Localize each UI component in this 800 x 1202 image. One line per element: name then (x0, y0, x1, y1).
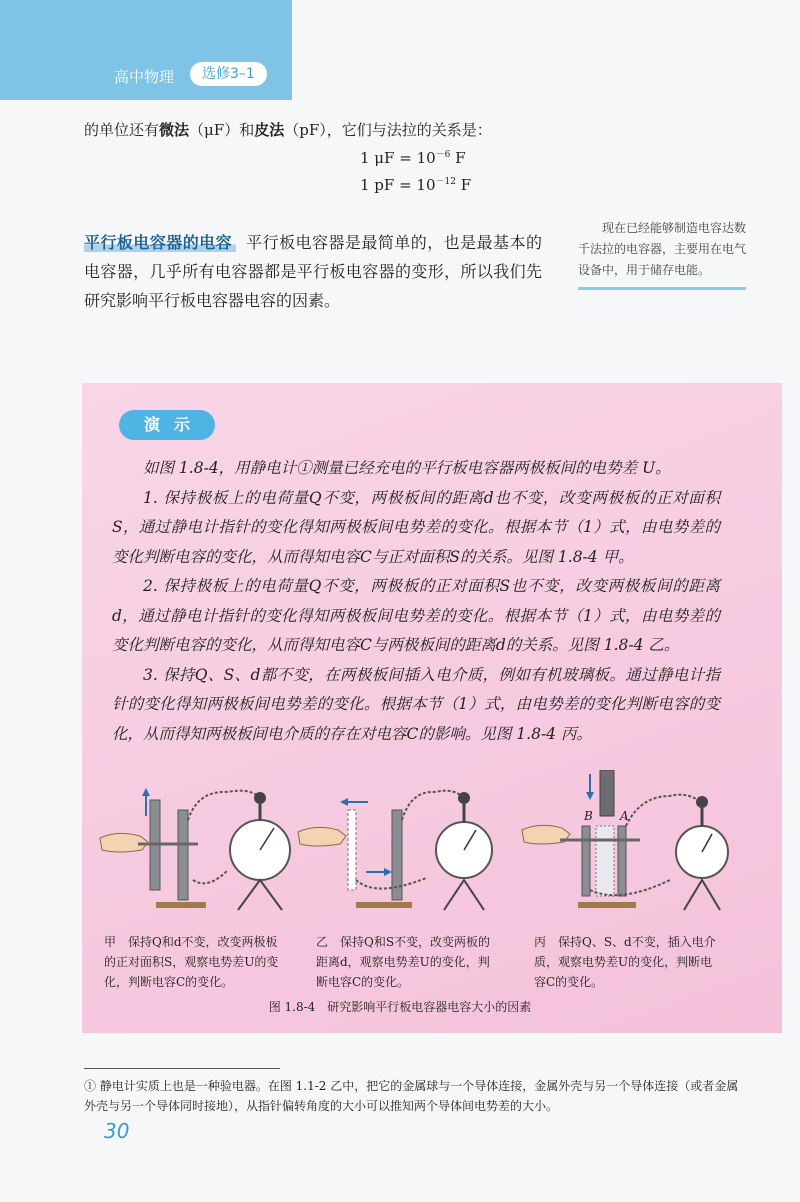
stand-yi (444, 880, 484, 910)
caption-yi: 乙 保持Q和S不变，改变两板的距离d，观察电势差U的变化，判断电容C的变化。 (316, 935, 491, 989)
insert-arrow-head-bing (586, 792, 594, 800)
demo-step-3: 3. 保持Q、S、d都不变，在两极板间插入电介质，例如有机玻璃板。通过静电计指针的变化得知两极板间电势差的变化。根据本节（1）式，由电势差的变化判断电容的变化，从而得知两极板间电介质的存在对电容C的影响。见图 1.8-4 丙。 (112, 665, 720, 743)
figure-title: 图 1.8-4 研究影响平行板电容器电容大小的因素 (268, 1000, 532, 1014)
wire-bottom-jia (193, 870, 228, 883)
pico-farad-term: 皮法 (254, 121, 285, 139)
wire-top-yi (402, 791, 462, 820)
arrow-head-left-yi (340, 798, 348, 806)
figure-yi (296, 770, 496, 920)
electrometer-ball-yi (458, 792, 470, 804)
formula-2-unit: F (455, 176, 472, 194)
wire-top-bing (626, 795, 698, 826)
parallel-plate-section (84, 228, 542, 315)
demo-label: 演示 (119, 410, 215, 440)
figure-bing (520, 770, 730, 920)
formula-microfarad (360, 147, 466, 167)
plate-left-yi (348, 810, 356, 890)
section-body: 平行板电容器是最简单的，也是最基本的电容器，几乎所有电容器都是平行板电容器的变形，所以我们先研究影响平行板电容器电容的因素。 (84, 233, 542, 310)
micro-farad-symbol: （μF）和 (189, 121, 255, 139)
plate-b-bing (582, 826, 590, 896)
side-note: 现在已经能够制造电容达数千法拉的电容器，主要用在电气设备中，用于储存电能。 (578, 218, 746, 290)
stand-bing (684, 880, 720, 910)
dielectric-slab-bing (600, 770, 614, 816)
demo-step-2: 2. 保持极板上的电荷量Q不变，两极板的正对面积S也不变，改变两极板间的距离d，通过静电计指针的变化得知两极板间电势差的变化。根据本节（1）式，由电势差的变化判断电容的变化，从而得知电容C与两极板间的距离d的关系。见图 1.8-4 乙。 (112, 577, 720, 654)
unit-text-after: （pF），它们与法拉的关系是： (284, 121, 492, 139)
micro-farad-term: 微法 (159, 121, 190, 139)
electrometer-ball-bing (696, 796, 708, 808)
figure-jia (98, 770, 298, 920)
wire-top-jia (188, 791, 258, 820)
plate-a-bing (618, 826, 626, 896)
plate-b-label: B (584, 809, 593, 823)
book-title: 高中物理 (114, 68, 175, 86)
base-bing (578, 902, 636, 908)
electrometer-ball-jia (254, 792, 266, 804)
base-jia (156, 902, 206, 908)
plate-a-label: A (620, 809, 629, 823)
dielectric-inserted-bing (596, 826, 614, 896)
section-heading: 平行板电容器的电容 (84, 233, 236, 252)
formula-picofarad (360, 174, 471, 194)
formula-1-exponent: －6 (435, 150, 451, 160)
caption-jia: 甲 保持Q和d不变，改变两极板的正对面积S，观察电势差U的变化，判断电容C的变化。 (104, 935, 279, 989)
unit-text-before: 的单位还有 (84, 121, 160, 139)
arrow-head-jia (142, 788, 150, 796)
formula-2-exponent: －12 (435, 177, 456, 187)
hand-illustration-yi (298, 827, 346, 846)
footnote-rule (84, 1068, 280, 1069)
page-number: 30 (104, 1119, 130, 1143)
wire-bottom-yi (356, 878, 426, 889)
volume-badge: 选修3–1 (190, 62, 267, 86)
demo-intro: 如图 1.8-4，用静电计①测量已经充电的平行板电容器两极板间的电势差 U。 (143, 459, 671, 477)
demo-step-1: 1. 保持极板上的电荷量Q不变，两极板间的距离d也不变，改变两极板的正对面积S，通过静电计指针的变化得知两极板间电势差的变化。根据本节（1）式，由电势差的变化判断电容的变化，从而得知电容C与正对面积S的关系。见图 1.8-4 甲。 (112, 488, 720, 566)
arrow-head-right-yi (384, 868, 392, 876)
formula-1-left: 1 μF = 10 (360, 149, 436, 167)
formula-2-left: 1 pF = 10 (360, 176, 436, 194)
base-yi (356, 902, 412, 908)
demo-text (112, 454, 720, 749)
stand-jia (238, 880, 282, 910)
plate-right-jia (178, 810, 188, 900)
caption-bing: 丙 保持Q、S、d不变，插入电介质，观察电势差U的变化，判断电容C的变化。 (534, 935, 716, 989)
formula-1-unit: F (450, 149, 466, 167)
unit-sentence (84, 119, 492, 140)
footnote: ① 静电计实质上也是一种验电器。在图 1.1-2 乙中，把它的金属球与一个导体连接，金属外壳与另一个导体连接（或者金属外壳与另一个导体同时接地），从指针偏转角度的大小可以推知两个导体间电势差的大小。 (84, 1079, 739, 1113)
